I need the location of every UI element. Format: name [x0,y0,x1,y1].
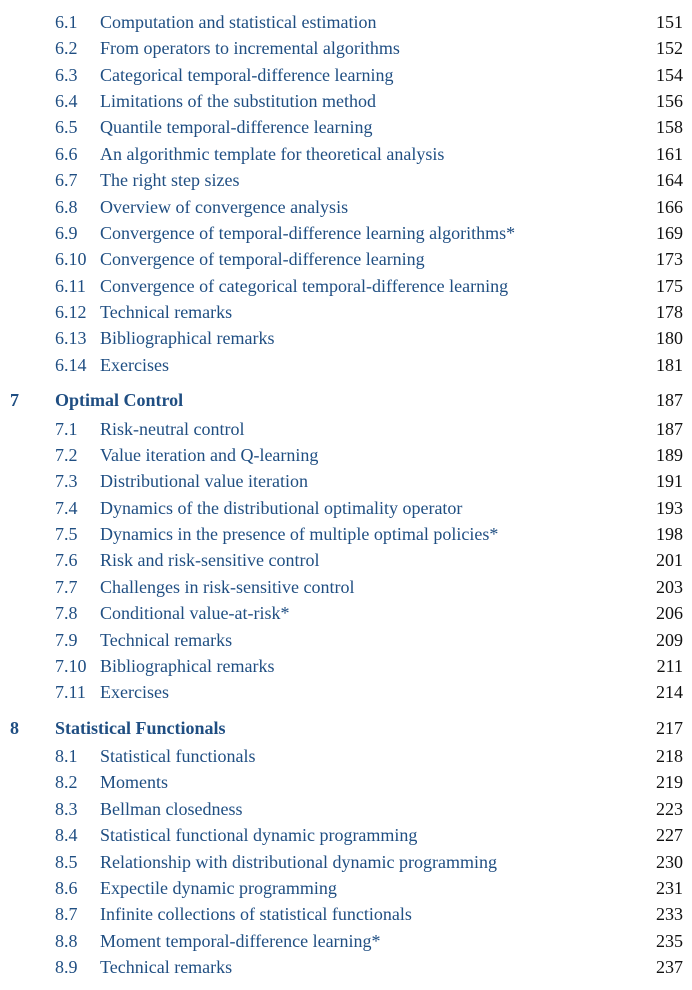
section-number: 6.3 [55,65,78,85]
section-title: Technical remarks [100,630,233,650]
section-title: Moments [100,772,169,792]
page-number: 206 [656,603,683,623]
section-title: Convergence of temporal-difference learning [100,249,425,269]
section-number: 8.7 [55,904,78,924]
page-number: 235 [656,931,683,951]
page-number: 152 [656,38,683,58]
section-title: Exercises [100,682,169,702]
section-title: Expectile dynamic programming [100,878,337,898]
page-number: 231 [656,878,683,898]
toc-entry[interactable] [0,600,692,626]
section-number: 8.9 [55,957,78,977]
section-title: Distributional value iteration [100,471,308,491]
section-title: Relationship with distributional dynamic programming [100,852,497,872]
section-title: Dynamics of the distributional optimality operator [100,498,463,518]
section-number: 7.8 [55,603,78,623]
section-title: Statistical functional dynamic programming [100,825,418,845]
section-title: Bellman closedness [100,799,243,819]
page-number: 214 [656,682,683,702]
toc-entry[interactable] [0,9,692,35]
toc-entry[interactable] [0,521,692,547]
page-number: 203 [656,577,683,597]
section-title: Convergence of temporal-difference learning algorithms* [100,223,516,243]
section-number: 8.2 [55,772,78,792]
section-number: 6.9 [55,223,78,243]
section-title: Quantile temporal-difference learning [100,117,373,137]
section-number: 8.6 [55,878,78,898]
section-number: 6.12 [55,302,87,322]
chapter-title: Optimal Control [55,390,184,410]
toc-entry[interactable] [0,574,692,600]
section-title: Bibliographical remarks [100,328,275,348]
section-number: 6.14 [55,355,87,375]
page-number: 233 [656,904,683,924]
toc-entry[interactable] [0,114,692,140]
section-number: 8.3 [55,799,78,819]
page-number: 201 [656,550,683,570]
page-number: 151 [656,12,683,32]
toc-entry[interactable] [0,468,692,494]
section-number: 7.7 [55,577,78,597]
toc-entry[interactable] [0,875,692,901]
page-number: 209 [656,630,683,650]
section-number: 7.3 [55,471,78,491]
section-title: Value iteration and Q-learning [100,445,319,465]
page-number: 230 [656,852,683,872]
section-number: 7.11 [55,682,86,702]
page-number: 161 [656,144,683,164]
section-title: Statistical functionals [100,746,256,766]
toc-entry[interactable] [0,62,692,88]
section-title: Conditional value-at-risk* [100,603,290,623]
page-number: 218 [656,746,683,766]
toc-entry[interactable] [0,679,692,705]
section-number: 6.7 [55,170,78,190]
page-number: 191 [656,471,683,491]
toc-entry[interactable] [0,299,692,325]
section-number: 7.4 [55,498,78,518]
section-number: 7.1 [55,419,78,439]
page-number: 181 [656,355,683,375]
page-number: 223 [656,799,683,819]
page-number: 189 [656,445,683,465]
toc-entry[interactable] [0,901,692,927]
chapter-title: Statistical Functionals [55,718,226,738]
section-number: 8.5 [55,852,78,872]
section-title: Risk-neutral control [100,419,245,439]
section-title: Challenges in risk-sensitive control [100,577,355,597]
section-title: Dynamics in the presence of multiple optimal policies* [100,524,499,544]
toc-entry[interactable] [0,769,692,795]
page-number: 193 [656,498,683,518]
toc-entry[interactable] [0,849,692,875]
section-title: Convergence of categorical temporal-difference learning [100,276,509,296]
page-number: 173 [656,249,683,269]
page-number: 180 [656,328,683,348]
toc-entry[interactable] [0,653,692,679]
section-number: 6.1 [55,12,78,32]
section-title: Technical remarks [100,957,233,977]
toc-entry[interactable] [0,627,692,653]
toc-entry[interactable] [0,35,692,61]
section-number: 8.4 [55,825,78,845]
section-number: 6.11 [55,276,86,296]
toc-entry[interactable] [0,352,692,378]
section-title: Infinite collections of statistical functionals [100,904,412,924]
page-number: 154 [656,65,683,85]
section-number: 6.2 [55,38,78,58]
toc-entry[interactable] [0,416,692,442]
toc-entry[interactable] [0,273,692,299]
section-number: 7.10 [55,656,87,676]
section-number: 6.4 [55,91,78,111]
section-number: 6.6 [55,144,78,164]
section-number: 8.1 [55,746,78,766]
page-number: 219 [656,772,683,792]
toc-entry[interactable] [0,547,692,573]
section-number: 7.9 [55,630,78,650]
section-title: Bibliographical remarks [100,656,275,676]
section-number: 6.13 [55,328,87,348]
page-number: 187 [656,419,683,439]
page-number: 237 [656,957,683,977]
section-title: Exercises [100,355,169,375]
toc-chapter-7[interactable] [0,387,692,413]
page-number: 175 [656,276,683,296]
chapter-number: 7 [10,390,19,410]
toc-entry[interactable] [0,194,692,220]
section-title: Categorical temporal-difference learning [100,65,394,85]
section-title: Technical remarks [100,302,233,322]
page-number: 178 [656,302,683,322]
page-number: 217 [656,718,683,738]
toc-entry[interactable] [0,442,692,468]
page-number: 227 [656,825,683,845]
toc-entry[interactable] [0,88,692,114]
page-number: 164 [656,170,683,190]
toc-entry[interactable] [0,928,692,954]
page-number: 187 [656,390,683,410]
section-number: 8.8 [55,931,78,951]
toc-entry[interactable] [0,822,692,848]
section-title: Overview of convergence analysis [100,197,349,217]
page-number: 156 [656,91,683,111]
section-number: 7.6 [55,550,78,570]
section-title: Moment temporal-difference learning* [100,931,381,951]
section-title: An algorithmic template for theoretical analysis [100,144,445,164]
page-number: 211 [656,656,683,676]
section-number: 6.5 [55,117,78,137]
toc-chapter-8[interactable] [0,715,692,741]
toc-entry[interactable] [0,325,692,351]
page-number: 166 [656,197,683,217]
toc-entry[interactable] [0,220,692,246]
section-title: Risk and risk-sensitive control [100,550,320,570]
section-title: Computation and statistical estimation [100,12,377,32]
toc-entry[interactable] [0,495,692,521]
toc-entry[interactable] [0,796,692,822]
chapter-number: 8 [10,718,19,738]
section-number: 7.5 [55,524,78,544]
page-number: 158 [656,117,683,137]
section-number: 6.8 [55,197,78,217]
toc-entry[interactable] [0,246,692,272]
section-title: The right step sizes [100,170,240,190]
toc-entry[interactable] [0,743,692,769]
section-number: 6.10 [55,249,87,269]
section-number: 7.2 [55,445,78,465]
toc-entry[interactable] [0,167,692,193]
toc-entry[interactable] [0,141,692,167]
page-number: 169 [656,223,683,243]
toc-entry[interactable] [0,954,692,980]
section-title: From operators to incremental algorithms [100,38,400,58]
section-title: Limitations of the substitution method [100,91,376,111]
page-number: 198 [656,524,683,544]
